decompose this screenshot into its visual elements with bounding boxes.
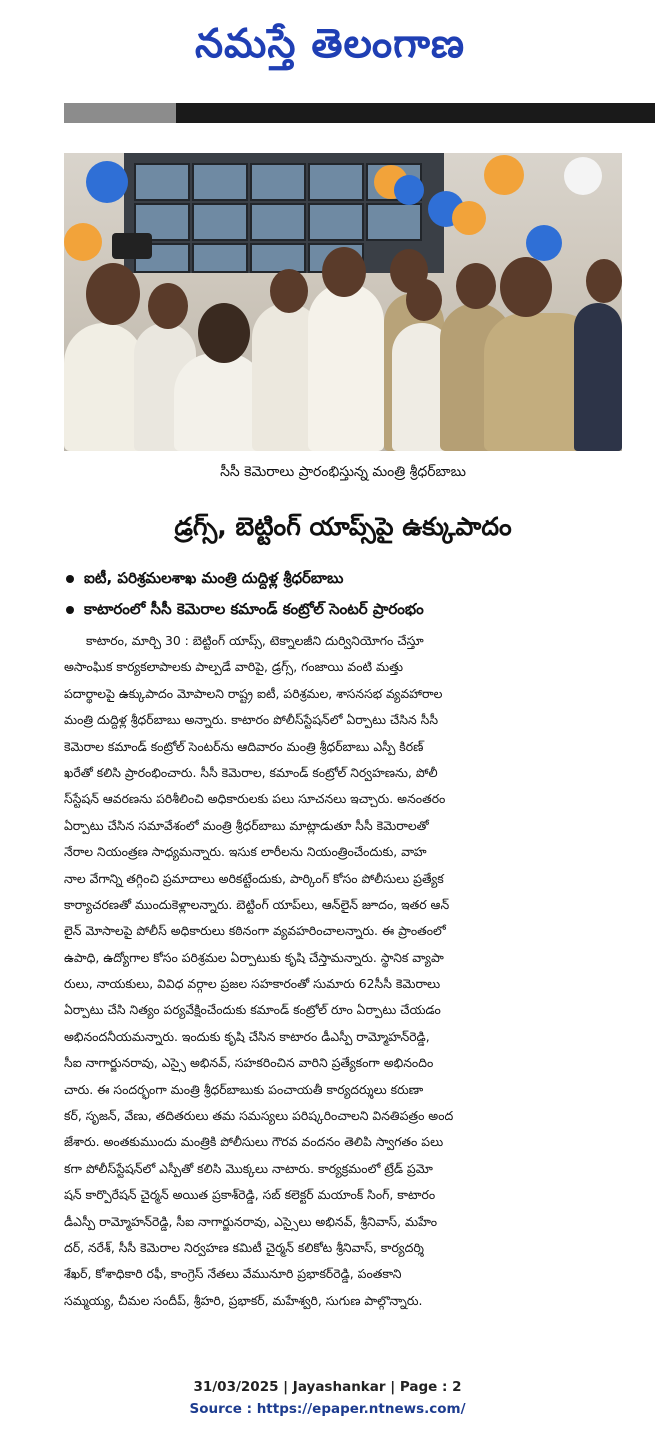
article-line: కార్యాచరణతో ముందుకెళ్లాలన్నారు. బెట్టింగ్‌ యాప్‌లు, ఆన్‌లైన్‌ జూదం, ఇతర ఆన్‌ xyxy=(64,896,450,912)
article-line: చారు. ఈ సందర్భంగా మంత్రి శ్రీధర్‌బాబుకు పంచాయతీ కార్యదర్శులు కరుణా xyxy=(64,1081,424,1097)
article-line: పదార్థాలపై ఉక్కుపాదం మోపాలని రాష్ట్ర ఐటీ, పరిశ్రమల, శాసనసభ వ్యవహారాల xyxy=(64,685,443,701)
balloon-orange xyxy=(484,155,524,195)
article-line: ఉపాధి, ఉద్యోగాల కోసం పరిశ్రమల ఏర్పాటుకు కృషి చేస్తామన్నారు. స్థానిక వ్యాపా xyxy=(64,949,444,965)
person-minister xyxy=(308,283,384,451)
article-line: ఖరేతో కలిసి ప్రారంభించారు. సీసీ కెమెరాల, కమాండ్‌ కంట్రోల్‌ నిర్వహణను, పోలీ xyxy=(64,764,438,780)
person xyxy=(64,323,144,451)
monitor-screen xyxy=(366,203,422,241)
person-head xyxy=(456,263,496,309)
person-head xyxy=(198,303,250,363)
photo-caption: సీసీ కెమెరాలు ప్రారంభిస్తున్న మంత్రి శ్రీధర్‌బాబు xyxy=(220,464,466,480)
article-line: కర్‌, సృజన్‌, వేణు, తదితరులు తమ సమస్యలు పరిష్కరించాలని వినతిపత్రం అంద xyxy=(64,1108,454,1124)
article-line: జేశారు. అంతకుముందు మంత్రికి పోలీసులు గౌరవ వందనం తెలిపి స్వాగతం పలు xyxy=(64,1134,444,1150)
person-head xyxy=(86,263,140,325)
news-photo xyxy=(64,153,622,451)
masthead-title: నమస్తే తెలంగాణ xyxy=(194,21,466,67)
balloon-orange xyxy=(64,223,102,261)
article-line: ఏర్పాటు చేసిన సమావేశంలో మంత్రి శ్రీధర్‌బాబు మాట్లాడుతూ సీసీ కెమెరాలతో xyxy=(64,817,429,833)
page-footer xyxy=(0,1376,655,1424)
article-line: శేఖర్‌, కోశాధికారి రఫీ, కాంగ్రెస్‌ నేతలు వేమునూరి ప్రభాకర్‌రెడ్డి, పంతకాని xyxy=(64,1266,402,1282)
person-head xyxy=(322,247,366,297)
article-line: రులు, నాయకులు, వివిధ వర్గాల ప్రజల సహకారంతో సుమారు 62సీసీ కెమెరాలు xyxy=(64,976,441,992)
bullet-item xyxy=(66,563,646,593)
article-line: సమ్మయ్య, చీమల సందీప్‌, శ్రీహరి, ప్రభాకర్‌, మహేశ్వరి, సుగుణ పాల్గొన్నారు. xyxy=(64,1292,423,1308)
article-line: కగా పోలీస్‌స్టేషన్‌లో ఎస్పీతో కలిసి మొక్కలు నాటారు. కార్యక్రమంలో ట్రేడ్‌ ప్రమో xyxy=(64,1160,433,1176)
balloon-blue xyxy=(86,161,128,203)
monitor-screen xyxy=(308,203,364,241)
balloon-blue xyxy=(526,225,562,261)
footer-source-link[interactable]: Source : https://epaper.ntnews.com/ xyxy=(189,1401,466,1417)
balloon-orange xyxy=(452,201,486,235)
article-line: దర్‌, నరేశ్‌, సీసీ కెమెరాల నిర్వహణ కమిటీ చైర్మన్‌ కలికోట శ్రీనివాస్‌, కార్యదర్శి xyxy=(64,1239,424,1255)
monitor-screen xyxy=(250,243,306,273)
masthead-rule-black xyxy=(176,103,655,123)
bullet-text: కాటారంలో సీసీ కెమెరాల కమాండ్‌ కంట్రోల్‌ సెంటర్‌ ప్రారంభం xyxy=(84,600,424,618)
article-line: కాటారం, మార్చి 30 : బెట్టింగ్‌ యాప్స్‌, టెక్నాలజీని దుర్వినియోగం చేస్తూ xyxy=(86,633,424,648)
article-body xyxy=(64,628,622,1368)
article-line: షన్‌ కార్పొరేషన్‌ చైర్మన్‌ అయిత ప్రకాశ్‌రెడ్డి, సబ్‌ కలెక్టర్‌ మయాంక్‌ సింగ్‌, కాటారం xyxy=(64,1187,436,1203)
monitor-screen xyxy=(134,163,190,201)
article-line: అసాంఘిక కార్యకలాపాలకు పాల్పడే వారిపై, డ్రగ్స్‌, గంజాయి వంటి మత్తు xyxy=(64,659,404,675)
article-line: కెమెరాల కమాండ్‌ కంట్రోల్‌ సెంటర్‌ను ఆదివారం మంత్రి శ్రీధర్‌బాబు ఎస్పీ కిరణ్‌ xyxy=(64,738,424,754)
monitor-screen xyxy=(192,203,248,241)
monitor-screen xyxy=(192,243,248,273)
article-line: స్‌స్టేషన్‌ ఆవరణను పరిశీలించి అధికారులకు పలు సూచనలు ఇచ్చారు. అనంతరం xyxy=(64,791,446,807)
article-line: డీఎస్పీ రామ్మోహన్‌రెడ్డి, సీఐ నాగార్జునరావు, ఎస్సైలు అభినవ్‌, శ్రీనివాస్‌, మహేం xyxy=(64,1213,438,1229)
bullet-icon xyxy=(66,575,74,583)
camera-icon xyxy=(112,233,152,259)
article-line: లైన్‌ మోసాలపై పోలీస్‌ అధికారులు కఠినంగా వ్యవహరించాలన్నారు. ఈ ప్రాంతంలో xyxy=(64,923,446,939)
balloon-blue xyxy=(394,175,424,205)
person-head xyxy=(500,257,552,317)
article-line: నేరాల నియంత్రణ సాధ్యమన్నారు. ఇసుక లారీలను నియంత్రించేందుకు, వాహ xyxy=(64,844,427,860)
article-line: సీఐ నాగార్జునరావు, ఎస్సై అభినవ్‌, సహకరించిన వారిని ప్రత్యేకంగా అభినందిం xyxy=(64,1055,434,1071)
person-head xyxy=(586,259,622,303)
article-line: మంత్రి దుద్దిళ్ల శ్రీధర్‌బాబు అన్నారు. కాటారం పోలీస్‌స్టేషన్‌లో ఏర్పాటు చేసిన సీసీ xyxy=(64,712,439,728)
monitor-screen xyxy=(192,163,248,201)
article-line: అభినందనీయమన్నారు. ఇందుకు కృషి చేసిన కాటారం డీఎస్పీ రామ్మోహన్‌రెడ్డి, xyxy=(64,1028,430,1044)
bullet-item xyxy=(66,594,646,624)
footer-dateline: 31/03/2025 | Jayashankar | Page : 2 xyxy=(193,1379,462,1395)
person xyxy=(574,303,622,451)
monitor-screen xyxy=(308,163,364,201)
bullet-text: ఐటీ, పరిశ్రమలశాఖ మంత్రి దుద్దిళ్ల శ్రీధర్‌బాబు xyxy=(84,569,344,587)
article-line: ఏర్పాటు చేసి నిత్యం పర్యవేక్షించేందుకు కమాండ్‌ కంట్రోల్‌ రూం ఏర్పాటు చేయడం xyxy=(64,1002,441,1018)
masthead-rule-grey xyxy=(64,103,176,123)
monitor-screen xyxy=(250,163,306,201)
bullet-icon xyxy=(66,606,74,614)
person-head xyxy=(148,283,188,329)
article-line: నాల వేగాన్ని తగ్గించి ప్రమాదాలు అరికట్టేందుకు, పార్కింగ్‌ కోసం పోలీసులు ప్రత్యేక xyxy=(64,870,444,886)
person-head xyxy=(406,279,442,321)
monitor-screen xyxy=(250,203,306,241)
person-head xyxy=(270,269,308,313)
balloon-white xyxy=(564,157,602,195)
headline: డ్రగ్స్‌, బెట్టింగ్‌ యాప్స్‌పై ఉక్కుపాదం xyxy=(174,512,512,541)
